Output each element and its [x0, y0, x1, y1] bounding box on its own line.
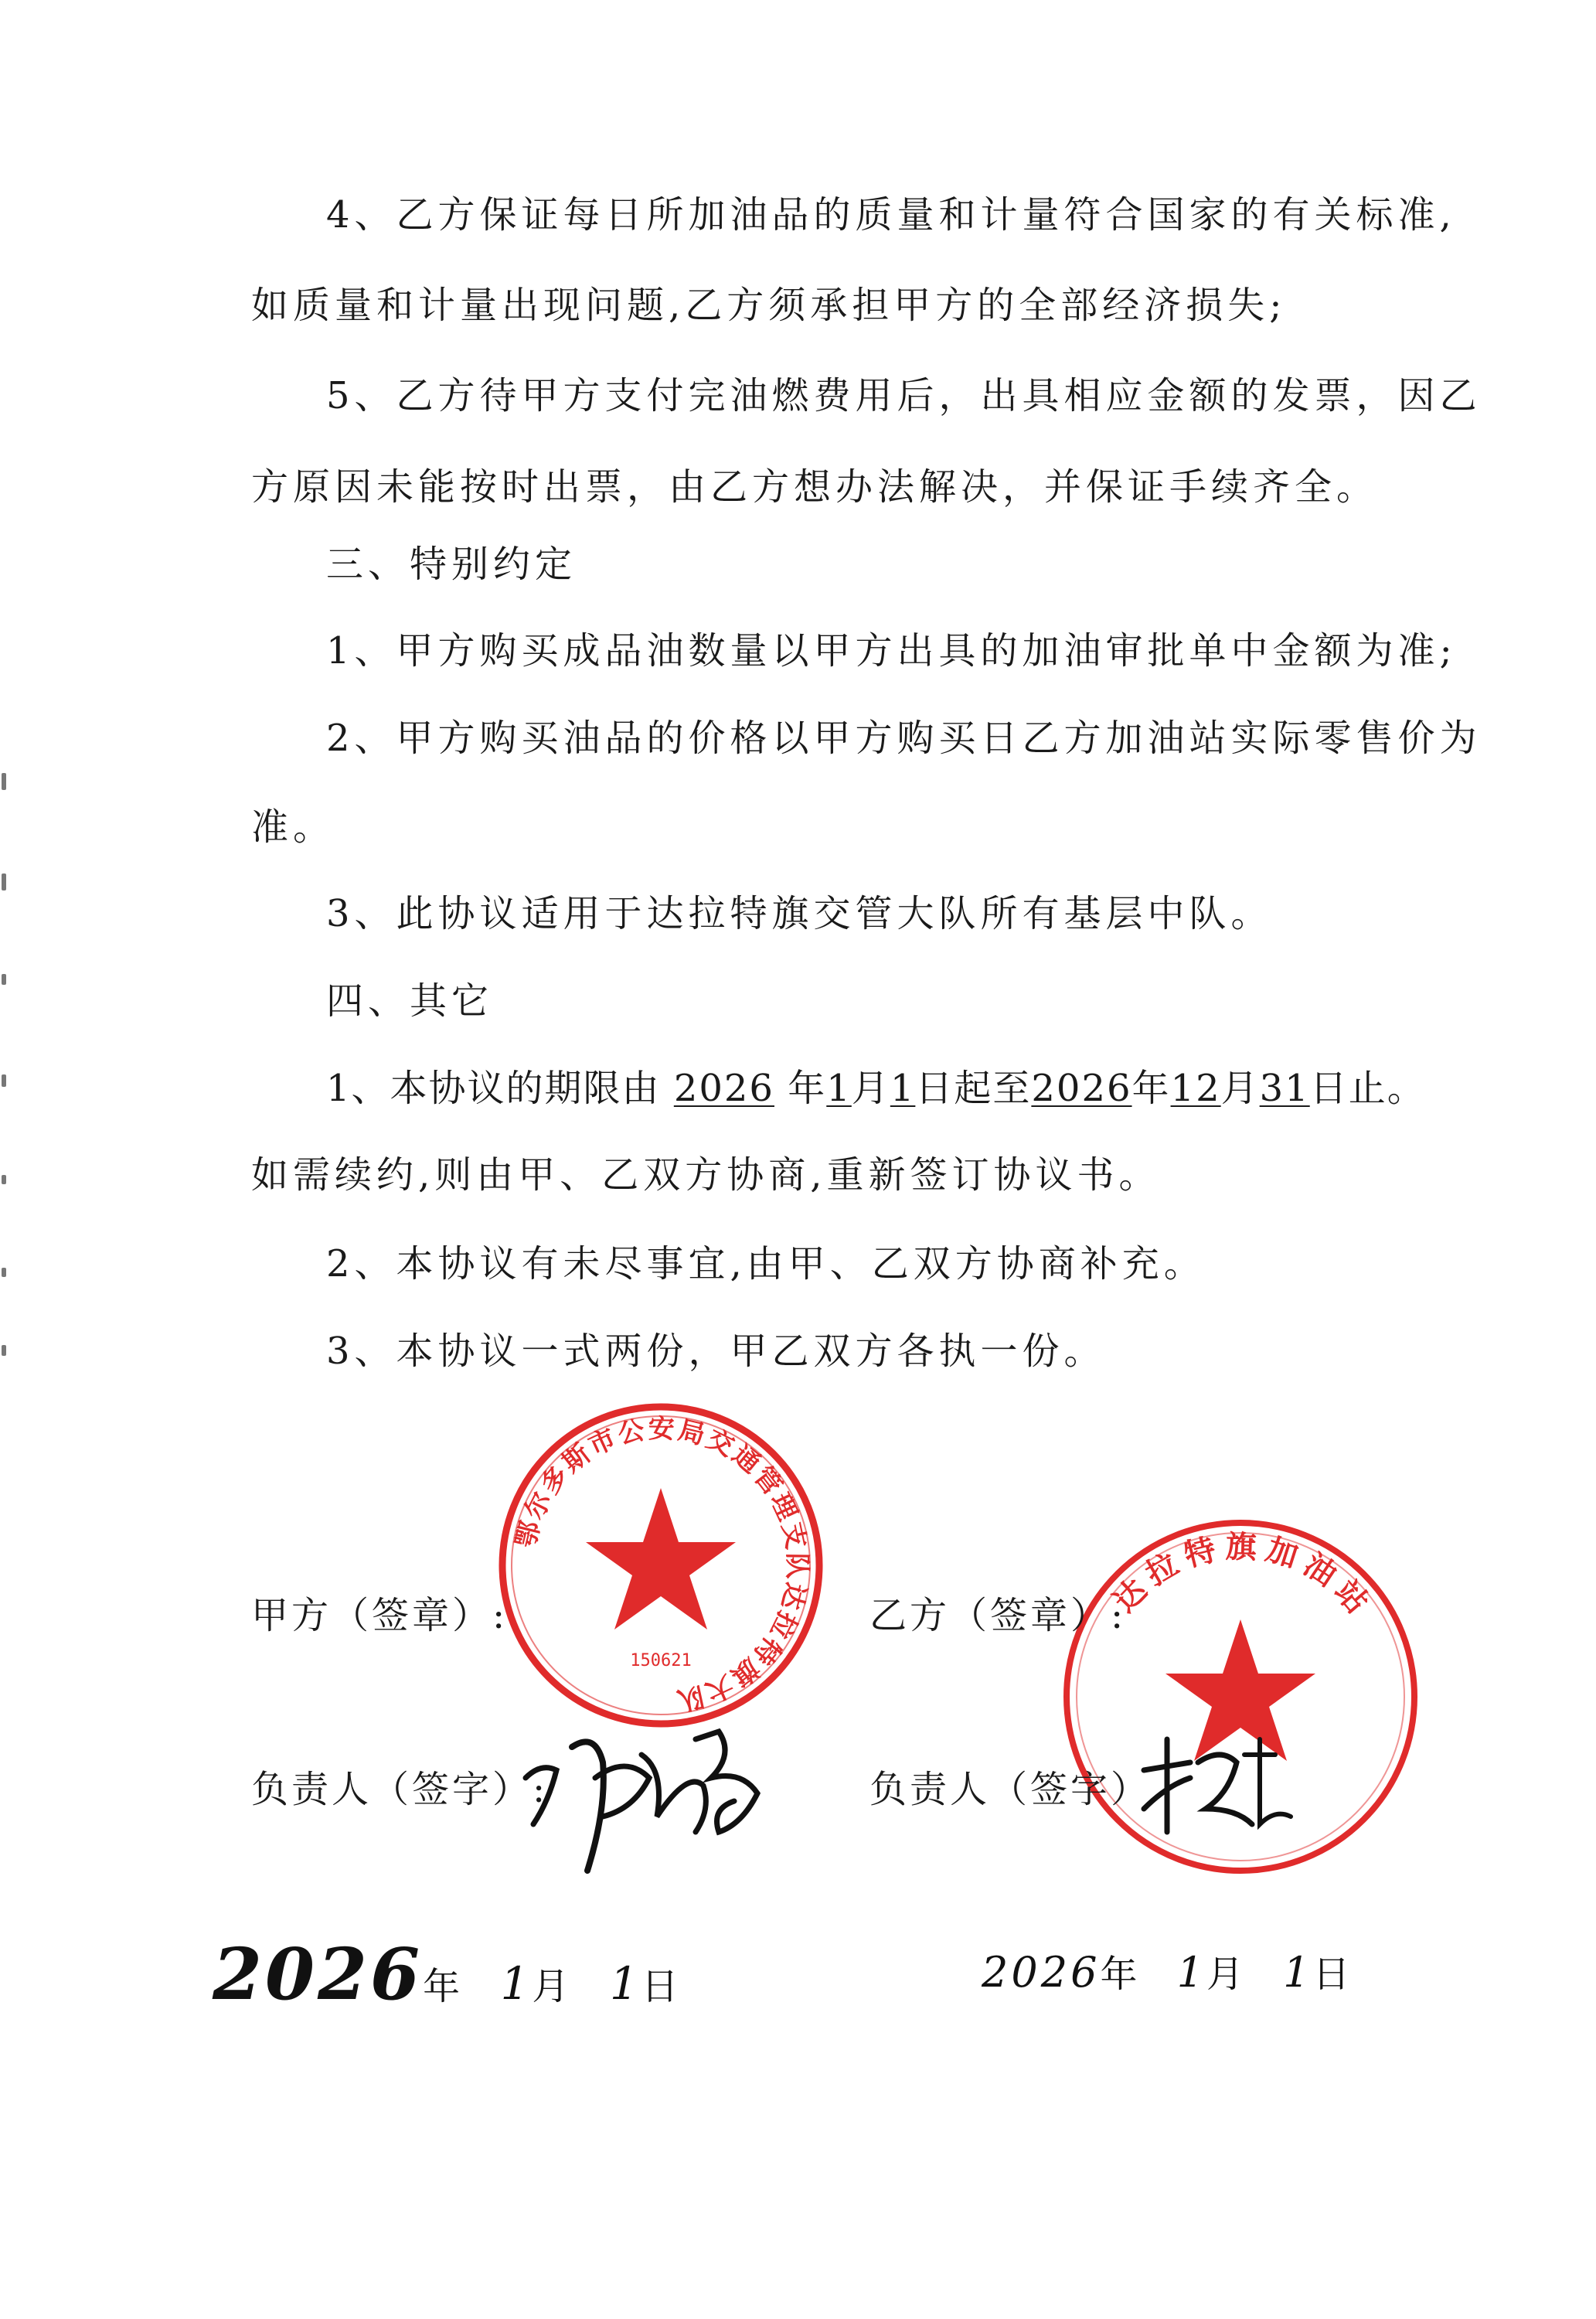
party-b-date — [982, 1944, 1350, 1997]
clause-5-line-2: 方原因未能按时出票，由乙方想办法解决，并保证手续齐全。 — [251, 465, 1379, 509]
party-a-date-day-char: 日 — [641, 1965, 679, 2008]
party-b-date-year: 2026 — [982, 1948, 1101, 1997]
party-b-label: 乙方（签章）: — [869, 1594, 1127, 1637]
section-4-item-1-line-1 — [326, 1065, 1426, 1112]
svg-text:达拉特旗加油站 — [1107, 1529, 1380, 1626]
term-end-month: 12 — [1170, 1067, 1221, 1110]
clause-5-line-1: 5、乙方待甲方支付完油燃费用后，出具相应金额的发票，因乙 — [326, 374, 1482, 417]
section-4-item-1-line-2: 如需续约,则由甲、乙双方协商,重新签订协议书。 — [251, 1153, 1161, 1197]
term-start-year: 2026 — [673, 1067, 774, 1110]
term-middle: 日起至 — [915, 1067, 1032, 1110]
party-b-date-day: 1 — [1283, 1948, 1313, 1997]
party-a-date-month-char: 月 — [532, 1965, 570, 2008]
term-end-year: 2026 — [1031, 1067, 1132, 1110]
party-b-date-month: 1 — [1176, 1948, 1206, 1997]
term-start-day: 1 — [890, 1067, 916, 1110]
margin-binding-marks — [0, 773, 11, 1391]
party-a-seal-text: 鄂尔多斯市公安局交通管理支队达拉特旗大队 — [510, 1413, 813, 1717]
party-a-seal-code: 150621 — [630, 1651, 692, 1670]
party-a-seal-icon — [495, 1399, 827, 1732]
section-3-item-2-line-2: 准。 — [251, 805, 335, 849]
party-b-date-year-char: 年 — [1100, 1953, 1138, 1996]
party-a-signature-icon — [502, 1708, 796, 1886]
party-b-signature-icon — [1128, 1716, 1298, 1855]
section-4-item-2: 2、本协议有未尽事宜,由甲、乙双方协商补充。 — [326, 1242, 1206, 1285]
party-b-date-month-char: 月 — [1206, 1953, 1244, 1996]
party-a-label: 甲方（签章）: — [251, 1594, 509, 1637]
term-year-char: 年 — [788, 1067, 827, 1110]
term-year-char-2: 年 — [1131, 1067, 1171, 1110]
clause-4-line-2: 如质量和计量出现问题,乙方须承担甲方的全部经济损失; — [251, 284, 1287, 327]
section-3-item-3: 3、此协议适用于达拉特旗交管大队所有基层中队。 — [326, 892, 1273, 935]
party-a-date-year-char: 年 — [423, 1965, 461, 2008]
term-prefix: 1、本协议的期限由 — [326, 1067, 661, 1110]
clause-4-line-1: 4、乙方保证每日所加油品的质量和计量符合国家的有关标准, — [326, 193, 1456, 237]
party-b-seal-text: 达拉特旗加油站 — [1107, 1529, 1380, 1626]
party-b-responsible-label: 负责人（签字） — [869, 1768, 1152, 1811]
party-a-responsible-label: 负责人（签字）: — [251, 1768, 549, 1811]
party-a-date-month: 1 — [500, 1957, 533, 2010]
section-4-heading: 四、其它 — [326, 979, 494, 1023]
term-month-char-2: 月 — [1220, 1067, 1260, 1110]
term-end-day: 31 — [1259, 1067, 1310, 1110]
term-start-month: 1 — [826, 1067, 852, 1110]
section-3-item-2-line-1: 2、甲方购买油品的价格以甲方购买日乙方加油站实际零售价为 — [326, 717, 1482, 760]
section-3-heading: 三、特别约定 — [326, 543, 577, 586]
section-3-item-1: 1、甲方购买成品油数量以甲方出具的加油审批单中金额为准; — [326, 629, 1457, 673]
party-a-date — [213, 1932, 679, 2016]
term-suffix: 日止。 — [1309, 1067, 1426, 1110]
section-4-item-3: 3、本协议一式两份，甲乙双方各执一份。 — [326, 1330, 1106, 1373]
party-a-date-day: 1 — [609, 1957, 641, 2010]
term-month-char: 月 — [851, 1067, 890, 1110]
party-b-date-day-char: 日 — [1312, 1953, 1350, 1996]
party-a-date-year: 2026 — [213, 1932, 424, 2016]
